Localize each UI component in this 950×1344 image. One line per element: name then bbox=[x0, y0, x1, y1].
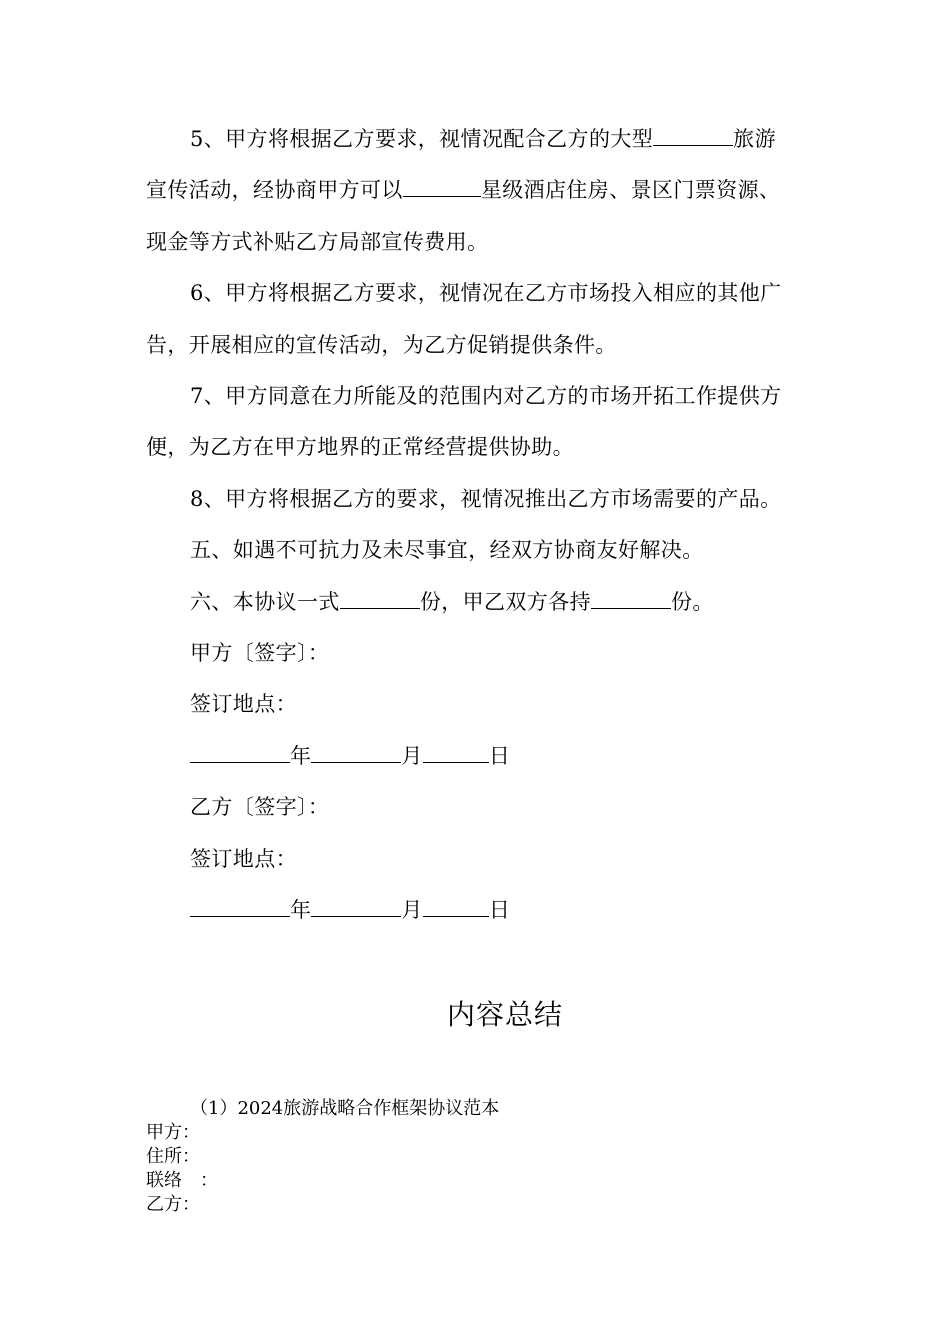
summary-field-party-a: 甲方： bbox=[146, 1122, 200, 1143]
blank-field bbox=[591, 590, 671, 609]
day-label: 日 bbox=[488, 744, 511, 768]
year-label: 年 bbox=[290, 744, 312, 768]
month-label: 月 bbox=[401, 898, 423, 922]
blank-field bbox=[340, 590, 420, 609]
clause-text: 份，甲乙双方各持 bbox=[419, 590, 592, 614]
party-b-place-label: 签订地点： bbox=[190, 847, 297, 871]
year-blank bbox=[190, 898, 290, 917]
clause-text: 5、甲方将根据乙方要求，视情况配合乙方的大型 bbox=[190, 127, 654, 151]
clause-5-line-1 bbox=[190, 126, 776, 152]
day-blank bbox=[423, 744, 489, 763]
year-label: 年 bbox=[290, 898, 312, 922]
clause-7-line-1: 7、甲方同意在力所能及的范围内对乙方的市场开拓工作提供方 bbox=[190, 384, 782, 408]
clause-text: 份。 bbox=[671, 590, 714, 614]
section-5: 五、如遇不可抗力及未尽事宜，经双方协商友好解决。 bbox=[190, 538, 704, 562]
clause-5-line-3: 现金等方式补贴乙方局部宣传费用。 bbox=[146, 230, 489, 254]
month-blank bbox=[311, 898, 401, 917]
party-a-signature-label: 甲方〔签字〕： bbox=[190, 641, 330, 665]
party-a-date-line bbox=[190, 743, 510, 769]
summary-field-contact: 联络 ： bbox=[146, 1170, 218, 1191]
blank-field bbox=[403, 178, 481, 197]
summary-item: （1）2024旅游战略合作框架协议范本 bbox=[190, 1098, 500, 1119]
day-label: 日 bbox=[488, 898, 511, 922]
section-6 bbox=[190, 589, 714, 615]
clause-text: 星级酒店住房、景区门票资源、 bbox=[480, 178, 781, 202]
clause-6-line-1: 6、甲方将根据乙方要求，视情况在乙方市场投入相应的其他广 bbox=[190, 281, 782, 305]
summary-field-address: 住所： bbox=[146, 1146, 200, 1167]
clause-text: 宣传活动，经协商甲方可以 bbox=[146, 178, 403, 202]
summary-field-party-b: 乙方： bbox=[146, 1194, 200, 1215]
clause-5-line-2 bbox=[146, 177, 780, 203]
clause-6-line-2: 告，开展相应的宣传活动，为乙方促销提供条件。 bbox=[146, 333, 617, 357]
clause-7-line-2: 便，为乙方在甲方地界的正常经营提供协助。 bbox=[146, 435, 574, 459]
year-blank bbox=[190, 744, 290, 763]
month-blank bbox=[311, 744, 401, 763]
clause-text: 六、本协议一式 bbox=[190, 590, 340, 614]
clause-8: 8、甲方将根据乙方的要求，视情况推出乙方市场需要的产品。 bbox=[190, 487, 782, 511]
blank-field bbox=[653, 127, 733, 146]
day-blank bbox=[423, 898, 489, 917]
party-b-date-line bbox=[190, 897, 510, 923]
party-b-signature-label: 乙方〔签字〕： bbox=[190, 795, 330, 819]
month-label: 月 bbox=[401, 744, 423, 768]
clause-text: 旅游 bbox=[733, 127, 776, 151]
party-a-place-label: 签订地点： bbox=[190, 692, 297, 716]
summary-title: 内容总结 bbox=[446, 998, 563, 1031]
